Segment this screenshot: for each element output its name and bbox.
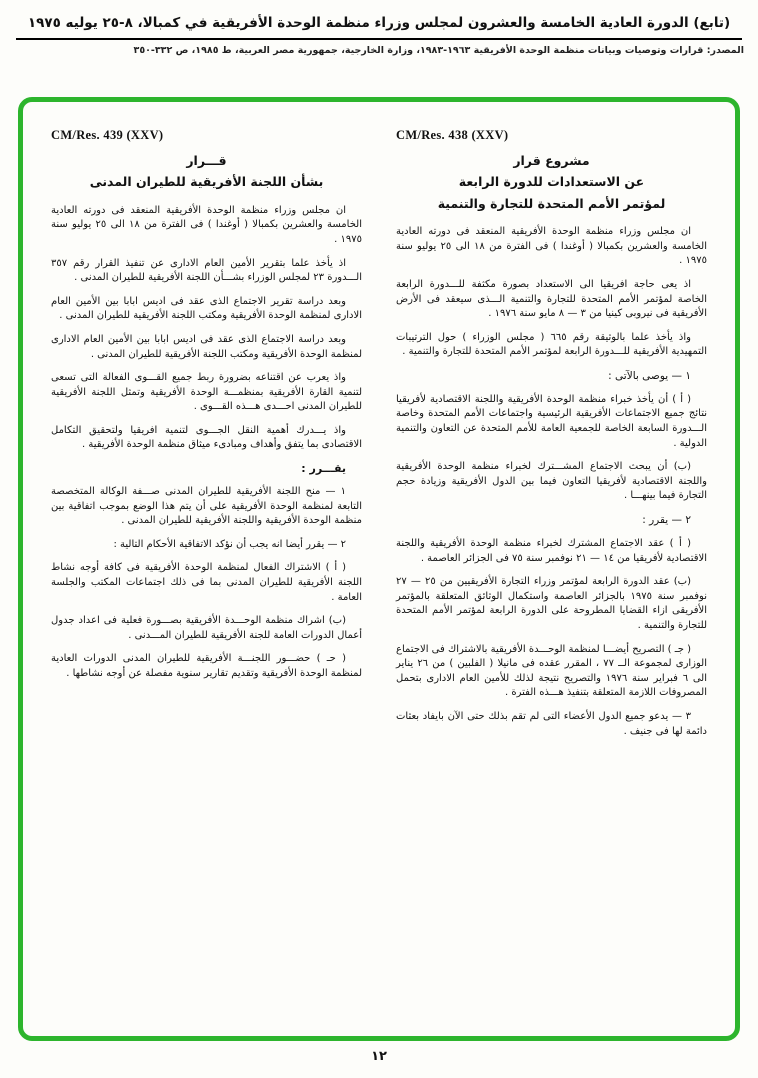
- paragraph: ( أ ) أن يأخذ خبراء منظمة الوحدة الأفريقية واللجنة الاقتصادية لأفريقيا نتائج جميع الاجتماعات الأفريقية الرئيسية واجتماعات الأمم المتحدة وخاصة الـــدورة السابعة الخاصة للجمعية العامة للأمم المتحدة عن التعاون والتنمية الدولية .: [396, 393, 707, 449]
- paragraph: وبعد دراسة تقرير الاجتماع الذى عقد فى اديس ابابا بين الأمين العام الادارى لمنظمة الوحدة الأفريقية ومكتب اللجنة الأفريقية للطيران المدنى .: [51, 295, 362, 322]
- resolution-title-438: [396, 151, 707, 213]
- resolution-title-439: [51, 151, 362, 192]
- title-line: مشروع قرار: [513, 153, 590, 168]
- title-line: لمؤتمر الأمم المتحدة للتجارة والتنمية: [437, 195, 666, 211]
- paragraph: ( جـ ) التصريح أيضـــا لمنظمة الوحـــدة الأفريقية بالاشتراك فى الاجتماع الوزارى لمجموعة الــ ٧٧ ، المقرر عقده فى مانيلا ( الفلبين ) من ٢٦ يناير الى ٦ فبراير سنة ١٩٧٦ والتصريح نتيجة لذلك للأمين العام الادارى بتحمل المصروفات اللازمة المتعلقة بتنفيذ هـــذه الفترة .: [396, 643, 707, 699]
- decides-label: يقـــرر :: [301, 462, 346, 476]
- paragraph: (ب) عقد الدورة الرابعة لمؤتمر وزراء التجارة الأفريقيين من ٢٥ — ٢٧ نوفمبر سنة ١٩٧٥ بالجزائر العاصمة واستكمال الوثائق المتعلقة بالمؤتمر الأفريقى ازاء القضايا المطروحة على الدورة الرابعة لمؤتمر الأمم المتحدة للتجارة والتنمية .: [396, 576, 707, 631]
- paragraph: ٢ — يقرر أيضا انه يجب أن نؤكد الاتفاقية الأحكام التالية :: [113, 538, 346, 550]
- page-header: [0, 0, 758, 57]
- header-divider: [16, 38, 742, 40]
- paragraph: ( حـ ) حضـــور اللجنـــة الأفريقية للطيران المدنى الدورات العادية لمنظمة الوحدة الأفريقية وتقديم تقارير سنوية مفصلة عن أوجه نشاطها .: [51, 653, 362, 679]
- paragraph: وبعد دراسة الاجتماع الذى عقد فى اديس ابابا بين الأمين العام الادارى لمنظمة الوحدة الأفريقية ومكتب اللجنة الأفريقية للطيران المدنى .: [51, 333, 362, 360]
- paragraph: ٣ — يدعو جميع الدول الأعضاء التى لم تقم بذلك حتى الآن بايفاد بعثات دائمة لها فى جنيف .: [396, 710, 707, 737]
- paragraph: واذ يعرب عن اقتناعه بضرورة ربط جميع القـــوى الفعالة التى تسعى لتنمية القارة الأفريقية بمنظمـــة الوحدة الأفريقية وتمثل اللجنة الأفريقية للطيران المدنى احـــدى هـــذه القـــوى .: [51, 372, 362, 413]
- paragraph: ان مجلس وزراء منظمة الوحدة الأفريقية المنعقد فى دورته العادية الخامسة والعشرين بكمبالا ( أوغندا ) فى الفترة من ١٨ الى ٢٥ يوليو سنة ١٩٧٥ .: [396, 226, 707, 267]
- numbered-heading: ١ — يوصى بالآتى :: [608, 369, 691, 382]
- paragraph: اذ يعى حاجة افريقيا الى الاستعداد بصورة مكثفة للـــدورة الرابعة الخاصة لمؤتمر الأمم المتحدة للتجارة والتنمية الـــذى سيعقد فى الأرض الأفريقية فى نيروبى كينيا من ٣ — ٨ مايو سنة ١٩٧٦ .: [396, 278, 707, 320]
- title-line: بشأن اللجنة الأفريقية للطيران المدنى: [89, 174, 324, 190]
- resolution-column-439: [51, 128, 362, 1020]
- paragraph: ( أ ) الاشتراك الفعال لمنظمة الوحدة الأفريقية فى كافة أوجه نشاط اللجنة الأفريقية للطيران المدنى بما فى ذلك اجتماعات المكتب والجلسة العامة .: [51, 562, 362, 603]
- paragraph: واذ يأخذ علما بالوثيقة رقم ٦٦٥ ( مجلس الوزراء ) حول الترتيبات التمهيدية الأفريقية للـــدورة الرابعة لمؤتمر الأمم المتحدة للتجارة والتنمية .: [396, 331, 707, 358]
- paragraph: واذ يـــدرك أهمية النقل الجـــوى لتنمية افريقيا ولتحقيق التكامل الاقتصادى بما يتفق وأهداف ومبادىء ميثاق منظمة الوحدة الأفريقية .: [51, 424, 362, 451]
- session-title-line: (تابع) الدورة العادية الخامسة والعشرون لمجلس وزراء منظمة الوحدة الأفريقية في كمبالا، ٨-٢٥ يوليه ١٩٧٥: [27, 15, 731, 31]
- resolution-column-438: [396, 128, 707, 1020]
- two-column-layout: [51, 128, 707, 1020]
- resolution-id-438: CM/Res. 438 (XXV): [396, 128, 509, 142]
- paragraph: ( أ ) عقد الاجتماع المشترك لخبراء منظمة الوحدة الأفريقية واللجنة الاقتصادية لأفريقيا من ١٤ — ٢١ نوفمبر سنة ٧٥ فى الجزائر العاصمة .: [396, 538, 707, 564]
- source-line: المصدر: قرارات وتوصيات وبيانات منظمة الوحدة الأفريقية ١٩٦٣-١٩٨٣، وزارة الخارجية، جمهورية مصر العربية، ط ١٩٨٥، ص ٣٣٢-٣٥٠: [133, 44, 744, 56]
- title-line: عن الاستعدادات للدورة الرابعة: [458, 174, 645, 190]
- paragraph: اذ يأخذ علما بتقرير الأمين العام الادارى عن تنفيذ القرار رقم ٣٥٧ الـــدورة ٢٣ لمجلس الوزراء بشـــأن اللجنة الأفريقية للطيران المدنى .: [51, 257, 362, 284]
- paragraph: ١ — منح اللجنة الأفريقية للطيران المدنى صـــفة الوكالة المتخصصة التابعة لمنظمة الوحدة الأفريقية على أن يتم هذا الوضع بموجب اتفاقية بين منظمة الوحدة الأفريقية واللجنة الأفريقية للطيران المدنى .: [51, 486, 362, 527]
- document-frame: [18, 97, 740, 1041]
- paragraph: (ب) اشراك منظمة الوحـــدة الأفريقية بصـــورة فعلية فى اعداد جدول أعمال الدورات العامة للجنة الأفريقية للطيران المـــدنى .: [51, 615, 362, 641]
- paragraph: (ب) أن يبحث الاجتماع المشـــترك لخبراء منظمة الوحدة الأفريقية واللجنة الاقتصادية لأفريقيا التعاون فيما بين الدول الأفريقية وزيادة حجم التجارة فيما بينهـــا .: [396, 461, 707, 502]
- paragraph: ان مجلس وزراء منظمة الوحدة الأفريقية المنعقد فى دورته العادية الخامسة والعشرين بكمبالا ( أوغندا ) فى الفترة من ١٨ الى ٢٥ يوليو سنة ١٩٧٥ .: [51, 204, 362, 245]
- title-line: قـــرار: [186, 153, 227, 168]
- resolution-id-439: CM/Res. 439 (XXV): [51, 128, 164, 142]
- page-number: ١٢: [371, 1049, 387, 1064]
- numbered-heading: ٢ — يقرر :: [642, 514, 691, 527]
